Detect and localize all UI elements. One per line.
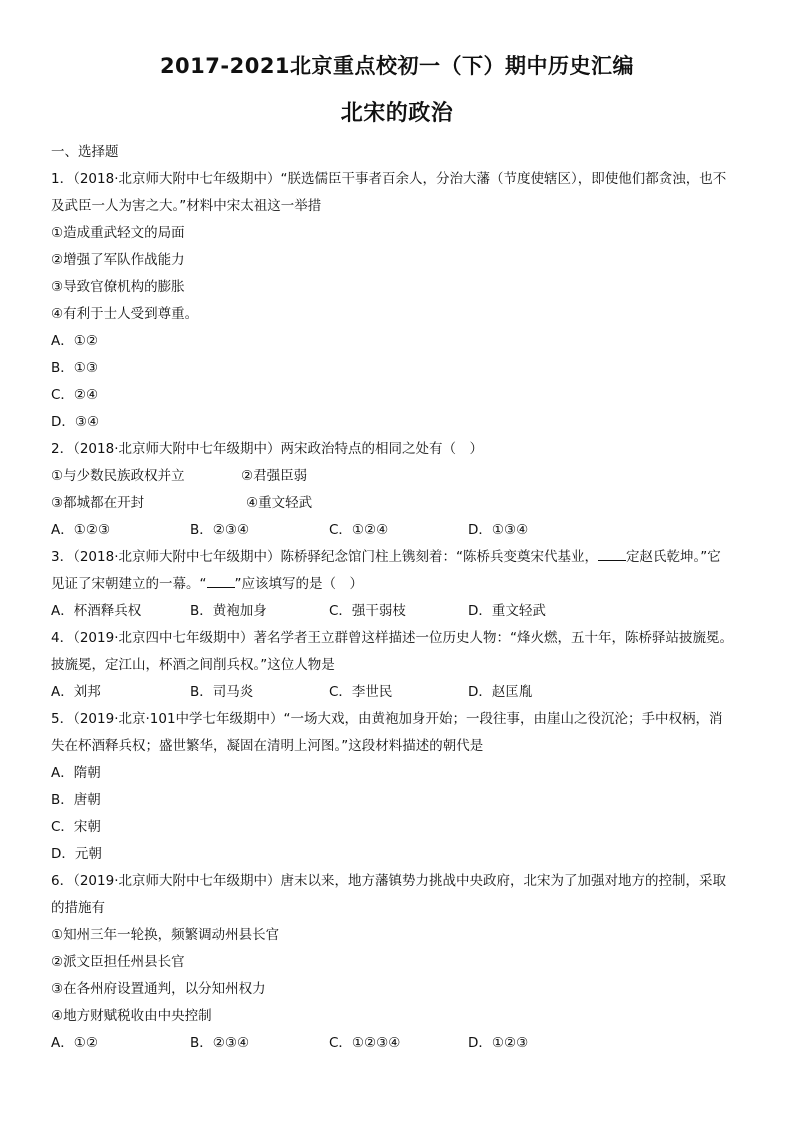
q2-statements-row2 (51, 490, 751, 517)
q4-option-a: A．刘邦 (51, 684, 101, 700)
q6-statement-2: ②派文臣担任州县长官 (51, 954, 185, 970)
q4-stem-line1: 4．（2019·北京四中七年级期中）著名学者王立群曾这样描述一位历史人物：“烽火燃，五十年，陈桥驿站披旒冕。 (51, 630, 733, 646)
q3-option-b: B．黄袍加身 (190, 603, 267, 619)
q6-stem-line1: 6．（2019·北京师大附中七年级期中）唐末以来，地方藩镇势力挑战中央政府，北宋为了加强对地方的控制，采取 (51, 873, 726, 889)
q3-stem-line1 (51, 544, 751, 571)
q2-option-b: B．②③④ (190, 522, 250, 538)
q4-stem-line2: 披旒冕，定江山，杯酒之间削兵权。”这位人物是 (51, 657, 335, 673)
q3-stem-line2-part1: 见证了宋朝建立的一幕。“ (51, 576, 207, 592)
q2-option-c: C．①②④ (329, 522, 389, 538)
q3-stem-line1-part2: 定赵氏乾坤。”它 (625, 549, 721, 565)
q6-statement-3: ③在各州府设置通判，以分知州权力 (51, 981, 266, 997)
q3-option-d: D．重文轻武 (468, 603, 546, 619)
q6-option-d: D．①②③ (468, 1035, 529, 1051)
q2-stem: 2．（2018·北京师大附中七年级期中）两宋政治特点的相同之处有（ ） (51, 441, 483, 457)
q1-statement-1: ①造成重武轻文的局面 (51, 225, 185, 241)
q1-option-c: C．②④ (51, 387, 99, 403)
q5-option-c: C．宋朝 (51, 819, 101, 835)
q3-options (51, 598, 751, 625)
q2-statement-4: ④重文轻武 (246, 495, 313, 511)
q1-option-b: B．①③ (51, 360, 98, 376)
q2-option-d: D．①③④ (468, 522, 529, 538)
q1-statement-2: ②增强了军队作战能力 (51, 252, 185, 268)
q3-option-a: A．杯酒释兵权 (51, 603, 142, 619)
fill-blank (207, 573, 235, 588)
q1-statement-3: ③导致官僚机构的膨胀 (51, 279, 185, 295)
q6-statement-1: ①知州三年一轮换，频繁调动州县长官 (51, 927, 280, 943)
document-title: 2017-2021北京重点校初一（下）期中历史汇编 (159, 54, 635, 78)
section-heading: 一、选择题 (51, 144, 119, 160)
q2-statements-row1 (51, 463, 751, 490)
q2-statement-3: ③都城都在开封 (51, 495, 145, 511)
q1-stem-line2: 及武臣一人为害之大。”材料中宋太祖这一举措 (51, 198, 322, 214)
q3-stem-line2 (51, 571, 751, 598)
q6-option-a: A．①② (51, 1035, 98, 1051)
q1-stem-line1: 1．（2018·北京师大附中七年级期中）“朕选儒臣干事者百余人，分治大藩（节度使辖区），即使他们都贪浊，也不 (51, 171, 727, 187)
q3-stem-line2-part2: ”应该填写的是（ ） (234, 576, 363, 592)
document-body (51, 139, 751, 1057)
q5-option-b: B．唐朝 (51, 792, 101, 808)
q1-option-a: A．①② (51, 333, 98, 349)
q4-options (51, 679, 751, 706)
q6-statement-4: ④地方财赋税收由中央控制 (51, 1008, 212, 1024)
q5-option-d: D．元朝 (51, 846, 102, 862)
q3-option-c: C．强干弱枝 (329, 603, 406, 619)
q6-option-b: B．②③④ (190, 1035, 250, 1051)
q2-options (51, 517, 751, 544)
document-subtitle: 北宋的政治 (340, 101, 454, 126)
q2-statement-2: ②君强臣弱 (241, 468, 308, 484)
q6-options (51, 1030, 751, 1057)
q4-option-c: C．李世民 (329, 684, 393, 700)
q1-option-d: D．③④ (51, 414, 100, 430)
q3-stem-line1-part1: 3．（2018·北京师大附中七年级期中）陈桥驿纪念馆门柱上镌刻着：“陈桥兵变奠宋代基业， (51, 549, 598, 565)
q5-stem-line1: 5．（2019·北京·101中学七年级期中）“一场大戏，由黄袍加身开始；一段往事，由崖山之役沉沦；手中权柄，消 (51, 711, 723, 727)
q4-option-b: B．司马炎 (190, 684, 254, 700)
q2-statement-1: ①与少数民族政权并立 (51, 468, 185, 484)
q5-stem-line2: 失在杯酒释兵权；盛世繁华，凝固在清明上河图。”这段材料描述的朝代是 (51, 738, 484, 754)
fill-blank (598, 546, 626, 561)
q6-option-c: C．①②③④ (329, 1035, 401, 1051)
q5-option-a: A．隋朝 (51, 765, 101, 781)
q4-option-d: D．赵匡胤 (468, 684, 533, 700)
q1-statement-4: ④有利于士人受到尊重。 (51, 306, 199, 322)
q6-stem-line2: 的措施有 (51, 900, 105, 916)
q2-option-a: A．①②③ (51, 522, 111, 538)
